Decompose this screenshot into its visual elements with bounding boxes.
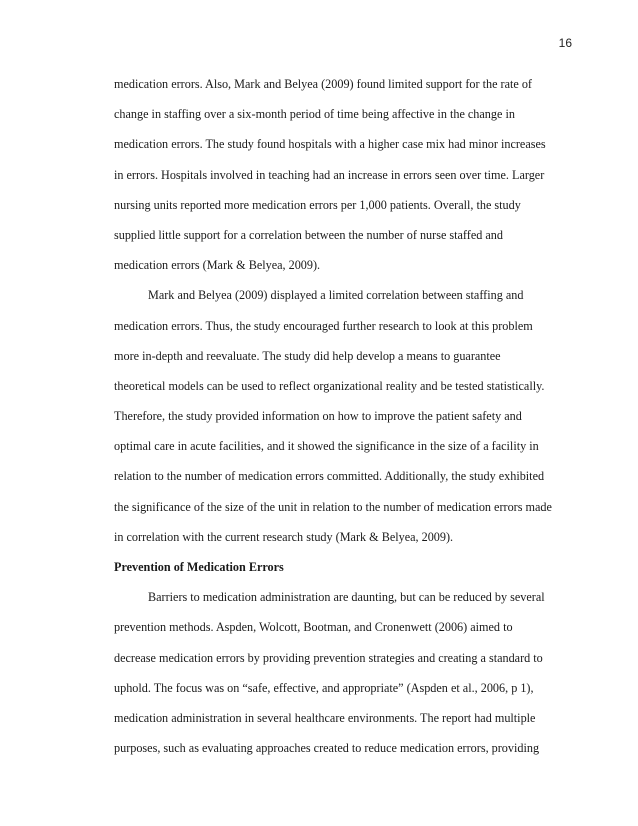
text-line: medication errors. Also, Mark and Belyea (2009) found limited support for the rate of xyxy=(114,77,532,91)
text-line: medication errors. Thus, the study encouraged further research to look at this problem xyxy=(114,318,533,333)
text-line: change in staffing over a six-month period of time being affective in the change in xyxy=(114,107,515,122)
text-line: in errors. Hospitals involved in teaching had an increase in errors seen over time. Larger xyxy=(114,167,545,182)
page-number: 16 xyxy=(558,36,572,50)
text-line: medication administration in several healthcare environments. The report had multiple xyxy=(114,710,536,725)
text-line: theoretical models can be used to reflect organizational reality and be tested statistically. xyxy=(114,378,545,393)
text-line: prevention methods. Aspden, Wolcott, Bootman, and Cronenwett (2006) aimed to xyxy=(114,620,513,635)
text-line: the significance of the size of the unit in relation to the number of medication errors made xyxy=(114,499,552,514)
text-line: medication errors (Mark & Belyea, 2009). xyxy=(114,258,321,273)
text-line: Mark and Belyea (2009) displayed a limited correlation between staffing and xyxy=(148,288,524,303)
text-line: Barriers to medication administration are daunting, but can be reduced by several xyxy=(148,590,545,605)
text-line: decrease medication errors by providing prevention strategies and creating a standard to xyxy=(114,650,543,665)
text-line: optimal care in acute facilities, and it showed the significance in the size of a facility in xyxy=(114,439,539,454)
text-line: purposes, such as evaluating approaches created to reduce medication errors, providing xyxy=(114,741,540,756)
section-heading: Prevention of Medication Errors xyxy=(114,560,284,574)
text-line: Therefore, the study provided information on how to improve the patient safety and xyxy=(114,409,522,424)
text-line: in correlation with the current research study (Mark & Belyea, 2009). xyxy=(114,529,454,544)
text-line: medication errors. The study found hospitals with a higher case mix had minor increases xyxy=(114,137,546,152)
page-body xyxy=(114,69,566,763)
text-line: more in-depth and reevaluate. The study did help develop a means to guarantee xyxy=(114,348,501,363)
text-line: uphold. The focus was on “safe, effective, and appropriate” (Aspden et al., 2006, p 1), xyxy=(114,680,534,695)
text-line: supplied little support for a correlation between the number of nurse staffed and xyxy=(114,227,503,242)
text-line: relation to the number of medication errors committed. Additionally, the study exhibited xyxy=(114,469,545,484)
text-line: nursing units reported more medication errors per 1,000 patients. Overall, the study xyxy=(114,197,521,212)
